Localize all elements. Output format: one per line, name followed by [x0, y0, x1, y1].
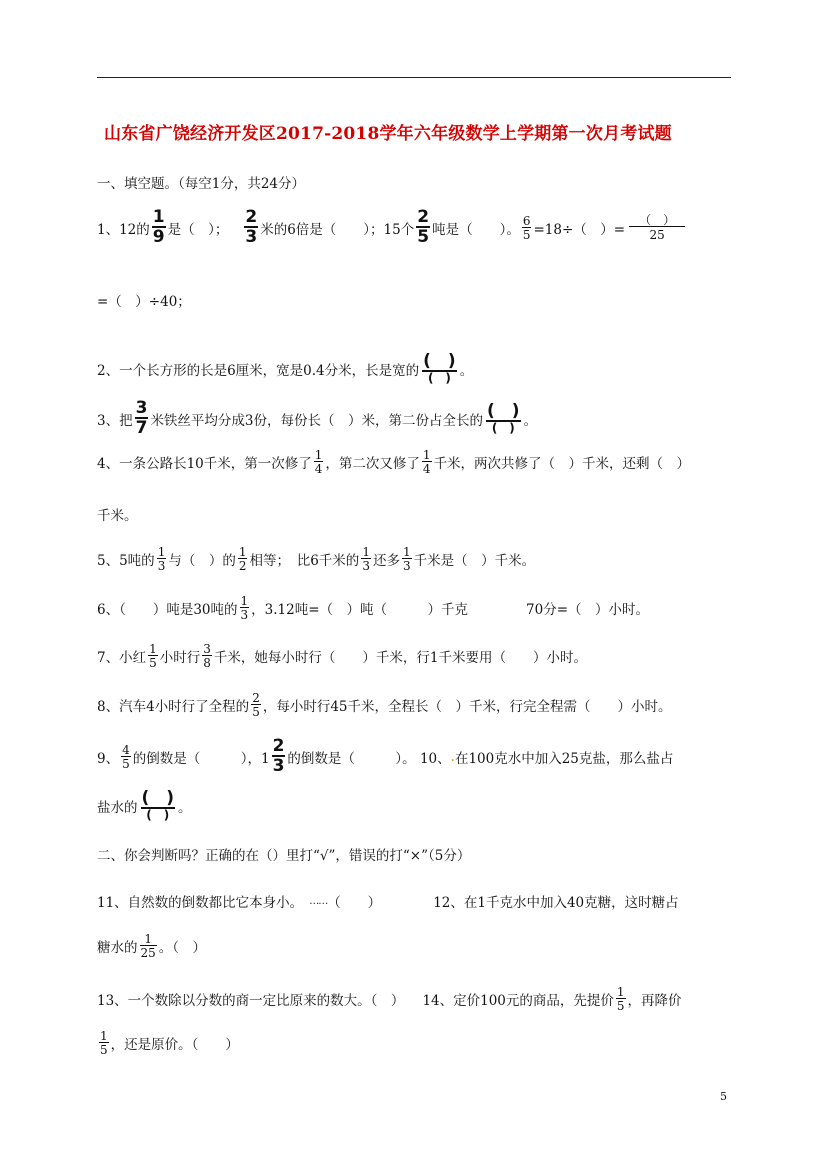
- q8-text-b: ，每小时行45千米，全程长（ ）千米，行完全程需（ ）小时。: [262, 699, 672, 715]
- q5-text-d: 还多: [372, 553, 400, 569]
- fraction: $\frac{6}{5}$: [522, 213, 531, 242]
- page-title: 山东省广饶经济开发区2017-2018学年六年级数学上学期第一次月考试题: [104, 124, 672, 144]
- fraction: $\frac{4}{5}$: [122, 742, 130, 771]
- q7-text-b: 小时行: [159, 650, 201, 666]
- q1-text-e: =18÷（ ）=: [533, 221, 626, 238]
- question-5: [97, 546, 535, 572]
- page-number: 5: [720, 1090, 727, 1103]
- q1-continuation: =（ ）÷40；: [97, 294, 191, 310]
- q7-text-a: 7、小红: [97, 650, 147, 666]
- q2-text: 2、一个长方形的长是6厘米，宽是0.4分米，长是宽的: [97, 362, 420, 379]
- q9-text-a: 9、: [97, 750, 120, 767]
- question-3: 3、把 $\frac{3}{7}$ 米铁丝平均分成3份，每份长（ ）米，第二份占全长的 $\frac{( )}{( )}$ 。: [97, 398, 538, 438]
- fraction: $\frac{2}{5}$: [417, 207, 430, 247]
- answer-fraction-blank: $\frac{( )}{( )}$: [141, 788, 175, 822]
- q4-text-a: 4、一条公路长10千米，第一次修了: [97, 456, 312, 472]
- orange-dot: .: [450, 748, 455, 765]
- question-2: 2、一个长方形的长是6厘米，宽是0.4分米，长是宽的 $\frac{( )}{( )}$ 。: [97, 351, 474, 385]
- q1-text-d: 吨是（ ）。: [432, 221, 520, 238]
- header-rule: [97, 77, 731, 78]
- section-1-heading: 一、填空题。（每空1分，共24分）: [97, 176, 306, 192]
- fraction: $\frac{1}{3}$: [157, 545, 166, 573]
- question-13-14: [97, 986, 682, 1012]
- fraction: $\frac{1}{4}$: [422, 448, 431, 476]
- question-4: [97, 449, 690, 475]
- question-7: [97, 643, 587, 669]
- q9-text-c: 的倒数是（ ）。 10、: [287, 750, 451, 767]
- fraction: $\frac{1}{3}$: [362, 545, 370, 573]
- q1-text-c: 米的6倍是（ ）；15个: [260, 221, 415, 238]
- q5-text-b: 与（ ）的: [168, 553, 236, 569]
- q1-text-a: 1、12的: [97, 221, 150, 238]
- q14-continuation: $\frac{1}{5}$ ，还是原价。（ ）: [100, 1029, 239, 1057]
- answer-fraction-blank: $\frac{( )}{( )}$: [423, 351, 456, 385]
- fraction: $\frac{1}{5}$: [100, 1029, 108, 1057]
- q3-text-b: 米铁丝平均分成3份，每份长（ ）米，第二份占全长的: [150, 412, 484, 429]
- q4-text-b: ，第二次又修了: [325, 456, 420, 472]
- q4-continuation: 千米。: [97, 508, 138, 524]
- fraction: $\frac{2}{3}$: [245, 207, 258, 247]
- fraction: $\frac{3}{7}$: [135, 398, 148, 438]
- q1-text-b: 是（ ）；: [167, 221, 229, 238]
- leader-dots: ……: [309, 895, 328, 907]
- q12-text: 12、在1千克水中加入40克糖，这时糖占: [433, 895, 679, 911]
- fraction: $\frac{1}{5}$: [616, 985, 625, 1013]
- question-9-10: [97, 738, 673, 775]
- q12-continuation: 糖水的 $\frac{1}{25}$ 。（ ）: [97, 932, 207, 960]
- fraction: $\frac{1}{5}$: [149, 642, 157, 670]
- q11-answer-blank: （ ）: [327, 895, 382, 911]
- q7-text-c: 千米，她每小时行（ ）千米，行1千米要用（ ）小时。: [213, 650, 587, 666]
- section-2-heading: 二、你会判断吗？正确的在（）里打“√”，错误的打“×”（5分）: [97, 848, 471, 864]
- question-8: [97, 692, 672, 718]
- fraction: $\frac{1}{4}$: [314, 448, 323, 476]
- q14-text-b: ，再降价: [627, 993, 682, 1009]
- fraction: $\frac{1}{3}$: [402, 545, 411, 573]
- q13-text: 13、一个数除以分数的商一定比原来的数大。（ ）: [97, 993, 405, 1009]
- answer-fraction-blank: $\frac{( )}{( )}$: [487, 401, 520, 435]
- question-11-12: [97, 891, 679, 911]
- fraction: $\frac{2}{5}$: [252, 691, 260, 719]
- q6-text-c: 70分=（ ）小时。: [526, 602, 650, 618]
- q6-text-b: ，3.12吨=（ ）吨（ ）千克: [251, 602, 469, 618]
- q6-text-a: 6、（ ）吨是30吨的: [97, 602, 238, 618]
- fraction: $\frac{1}{25}$: [140, 932, 156, 960]
- q5-text-a: 5、5吨的: [97, 553, 155, 569]
- question-1: [97, 209, 687, 246]
- q10-text: 在100克水中加入25克盐，那么盐占: [454, 750, 674, 767]
- fraction: $\frac{2}{3}$: [272, 736, 285, 776]
- q5-text-c: 相等； 比6千米的: [249, 553, 360, 569]
- fraction: $\frac{1}{2}$: [238, 545, 247, 573]
- question-6: [97, 595, 649, 621]
- q8-text-a: 8、汽车4小时行了全程的: [97, 699, 250, 715]
- q14-text-a: 14、定价100元的商品，先提价: [422, 993, 614, 1009]
- fraction: $\frac{3}{8}$: [203, 642, 211, 670]
- q4-text-c: 千米，两次共修了（ ）千米，还剩（ ）: [433, 456, 691, 472]
- q10-continuation: 盐水的 $\frac{( )}{( )}$ 。: [97, 788, 192, 822]
- q5-text-e: 千米是（ ）千米。: [413, 553, 536, 569]
- q9-text-b: 的倒数是（ ），1: [132, 750, 270, 767]
- fraction: $\frac{( )}{25}$: [629, 214, 685, 241]
- q3-text-a: 3、把: [97, 412, 133, 429]
- fraction: $\frac{1}{9}$: [152, 207, 165, 247]
- q11-text: 11、自然数的倒数都比它本身小。: [97, 895, 304, 911]
- fraction: $\frac{1}{3}$: [240, 594, 249, 622]
